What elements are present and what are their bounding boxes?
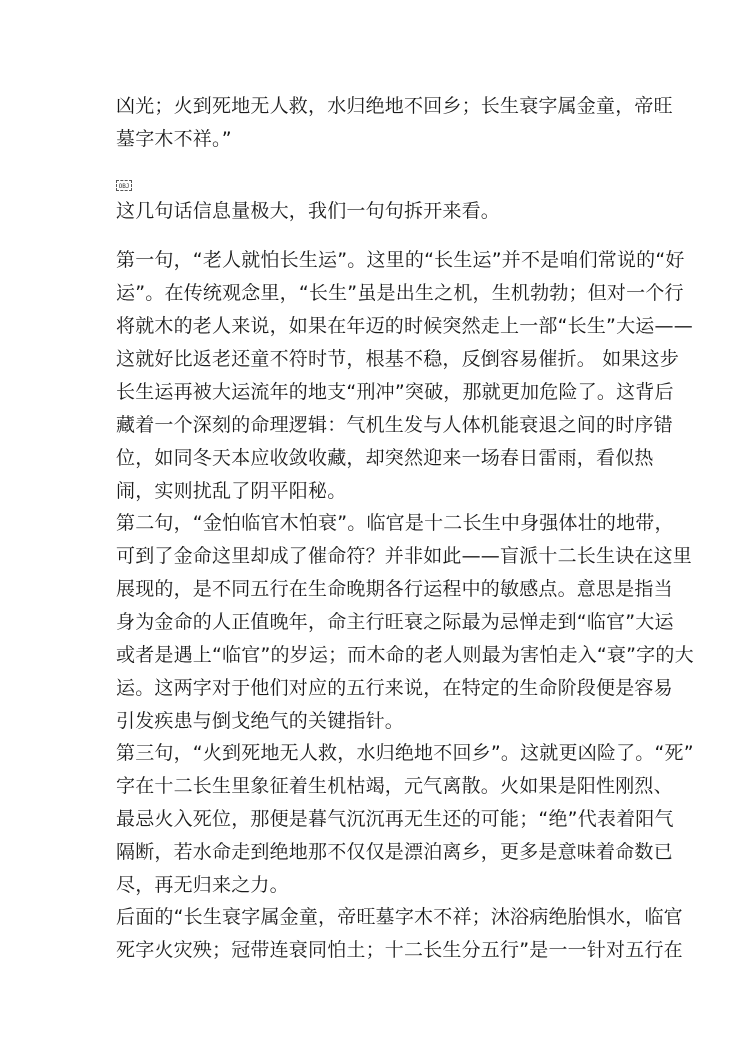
text-line: 位，如同冬天本应收敛收藏，却突然迎来一场春日雷雨，看似热 bbox=[116, 447, 654, 469]
text-line: 隔断，若水命走到绝地那不仅仅是漂泊离乡，更多是意味着命数已 bbox=[116, 841, 673, 863]
text-line: 第三句，“火到死地无人救，水归绝地不回乡”。这就更凶险了。“死” bbox=[116, 742, 694, 764]
text-line: 闹，实则扰乱了阴平阳秘。 bbox=[116, 480, 347, 502]
text-line: 长生运再被大运流年的地支“刑冲”突破，那就更加危险了。这背后 bbox=[116, 381, 674, 403]
text-line: 第二句，“金怕临官木怕衰”。临官是十二长生中身强体壮的地带， bbox=[116, 512, 674, 534]
paragraph-3 bbox=[116, 507, 694, 738]
text-line: 死字火灾殃；冠带连衰同怕土；十二长生分五行”是一一针对五行在 bbox=[116, 939, 683, 961]
text-line: 尽，再无归来之力。 bbox=[116, 874, 289, 896]
paragraph-1 bbox=[116, 195, 646, 228]
paragraph-5 bbox=[116, 901, 683, 967]
text-line: 这就好比返老还童不符时节，根基不稳，反倒容易催折。 如果这步 bbox=[116, 348, 680, 370]
paragraph-4 bbox=[116, 737, 694, 902]
text-line: 藏着一个深刻的命理逻辑：气机生发与人体机能衰退之间的时序错 bbox=[116, 414, 673, 436]
text-line: 最忌火入死位，那便是暮气沉沉再无生还的可能；“绝”代表着阳气 bbox=[116, 808, 674, 830]
text-line: 身为金命的人正值晚年，命主行旺衰之际最为忌惮走到“临官”大运 bbox=[116, 611, 674, 633]
text-line: 或者是遇上“临官”的岁运；而木命的老人则最为害怕走入“衰”字的大 bbox=[116, 644, 694, 666]
paragraph-2 bbox=[116, 244, 693, 508]
text-line: 展现的，是不同五行在生命晚期各行运程中的敏感点。意思是指当 bbox=[116, 578, 673, 600]
text-line: 后面的“长生衰字属金童，帝旺墓字木不祥；沐浴病绝胎惧水，临官 bbox=[116, 906, 683, 928]
text-line: 第一句，“老人就怕长生运”。这里的“长生运”并不是咱们常说的“好 bbox=[116, 249, 685, 271]
text-line: 引发疾患与倒戈绝气的关键指针。 bbox=[116, 710, 405, 732]
paragraph-0 bbox=[116, 90, 673, 156]
text-line: 将就木的老人来说，如果在年迈的时候突然走上一部“长生”大运—— bbox=[116, 315, 693, 337]
text-line: 运”。在传统观念里，“长生”虽是出生之机，生机勃勃；但对一个行 bbox=[116, 282, 684, 304]
text-line: 可到了金命这里却成了催命符？并非如此——盲派十二长生诀在这里 bbox=[116, 545, 693, 567]
object-placeholder-icon: OBJ bbox=[116, 180, 132, 191]
text-line: 这几句话信息量极大，我们一句句拆开来看。 bbox=[116, 200, 501, 222]
text-line: 墓字木不祥。” bbox=[116, 128, 232, 150]
text-line: 凶光；火到死地无人救，水归绝地不回乡；长生衰字属金童，帝旺 bbox=[116, 95, 673, 117]
text-line: 字在十二长生里象征着生机枯竭，元气离散。火如果是阳性刚烈、 bbox=[116, 775, 673, 797]
text-line: 运。这两字对于他们对应的五行来说，在特定的生命阶段便是容易 bbox=[116, 677, 673, 699]
